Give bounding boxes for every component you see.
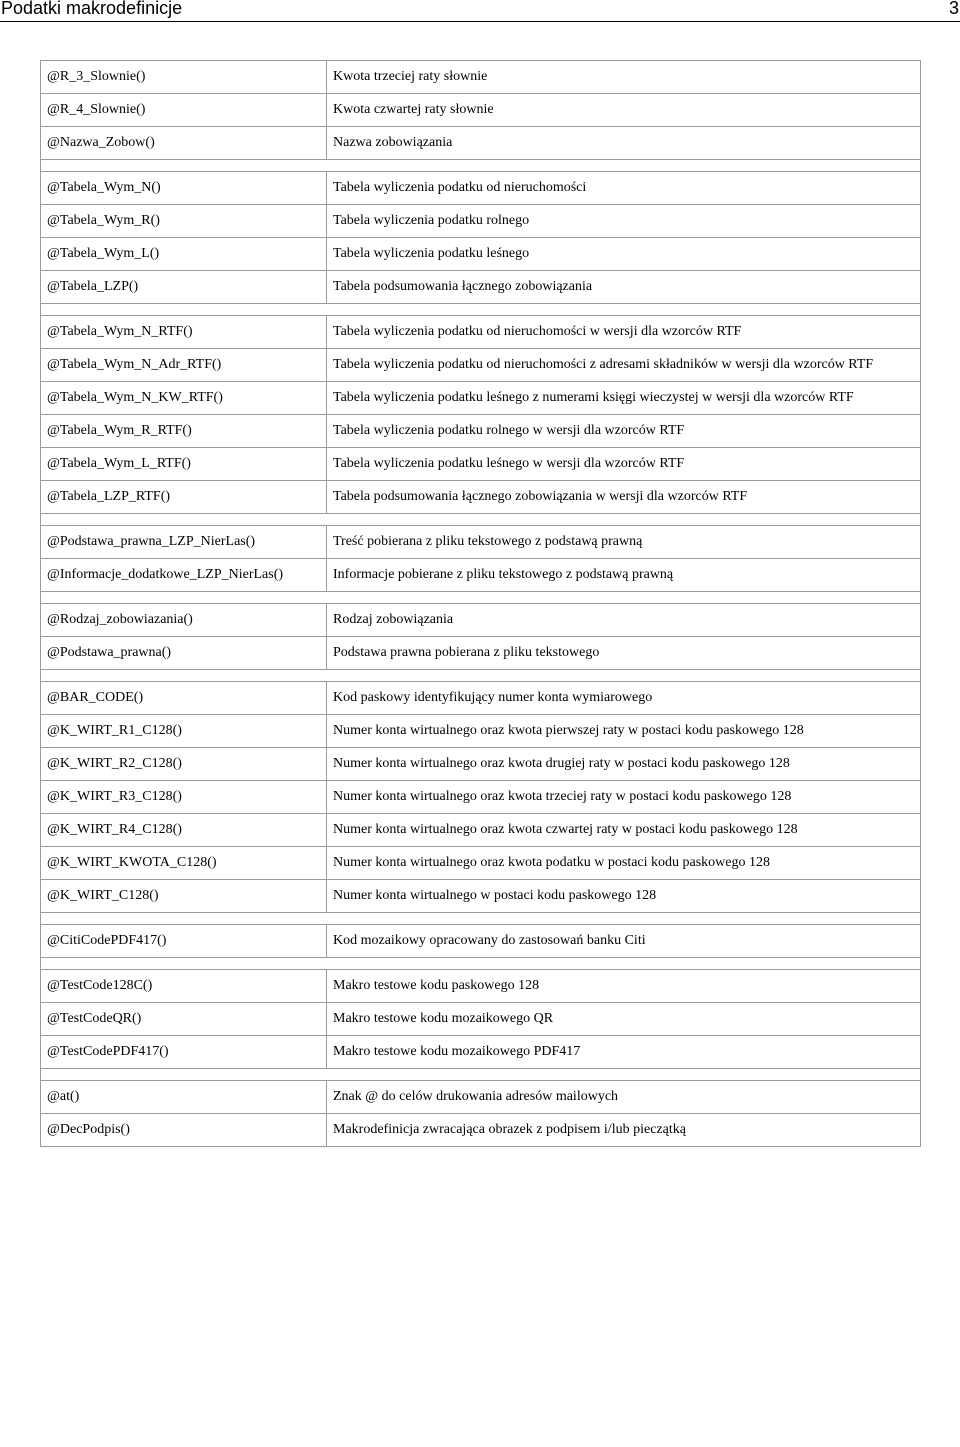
- table-row: [41, 172, 921, 205]
- table-row: [41, 715, 921, 748]
- macro-name-cell: @Nazwa_Zobow(): [41, 127, 327, 160]
- macro-name-cell: @K_WIRT_R1_C128(): [41, 715, 327, 748]
- table-row: [41, 637, 921, 670]
- macro-name-cell: @Tabela_Wym_R(): [41, 205, 327, 238]
- macro-name-cell: @Podstawa_prawna_LZP_NierLas(): [41, 526, 327, 559]
- macro-description-cell: Tabela wyliczenia podatku leśnego z numerami księgi wieczystej w wersji dla wzorców RTF: [327, 382, 921, 415]
- table-row: [41, 1081, 921, 1114]
- group-separator-cell: [41, 958, 921, 970]
- macro-name-cell: @Tabela_Wym_N_KW_RTF(): [41, 382, 327, 415]
- group-separator-cell: [41, 1069, 921, 1081]
- table-row: [41, 814, 921, 847]
- macro-name-cell: @K_WIRT_KWOTA_C128(): [41, 847, 327, 880]
- macro-description-cell: Informacje pobierane z pliku tekstowego z podstawą prawną: [327, 559, 921, 592]
- macro-description-cell: Numer konta wirtualnego oraz kwota podatku w postaci kodu paskowego 128: [327, 847, 921, 880]
- table-row: [41, 481, 921, 514]
- macro-description-cell: Nazwa zobowiązania: [327, 127, 921, 160]
- table-row: [41, 448, 921, 481]
- table-row: [41, 748, 921, 781]
- table-row: [41, 847, 921, 880]
- macro-description-cell: Tabela wyliczenia podatku leśnego w wersji dla wzorców RTF: [327, 448, 921, 481]
- macro-name-cell: @BAR_CODE(): [41, 682, 327, 715]
- macro-name-cell: @TestCodePDF417(): [41, 1036, 327, 1069]
- macro-table-body: [41, 61, 921, 1147]
- macro-description-cell: Numer konta wirtualnego oraz kwota trzeciej raty w postaci kodu paskowego 128: [327, 781, 921, 814]
- group-separator: [41, 514, 921, 526]
- macro-description-cell: Znak @ do celów drukowania adresów mailowych: [327, 1081, 921, 1114]
- macro-description-cell: Numer konta wirtualnego oraz kwota pierwszej raty w postaci kodu paskowego 128: [327, 715, 921, 748]
- macro-description-cell: Tabela wyliczenia podatku od nieruchomości z adresami składników w wersji dla wzorców RTF: [327, 349, 921, 382]
- macro-description-cell: Kwota trzeciej raty słownie: [327, 61, 921, 94]
- macro-name-cell: @Tabela_Wym_L(): [41, 238, 327, 271]
- macro-definitions-table: [40, 60, 921, 1147]
- macro-name-cell: @Podstawa_prawna(): [41, 637, 327, 670]
- group-separator: [41, 670, 921, 682]
- macro-name-cell: @Tabela_LZP(): [41, 271, 327, 304]
- table-row: [41, 1114, 921, 1147]
- table-row: [41, 970, 921, 1003]
- page-number: 3: [948, 0, 959, 18]
- macro-description-cell: Tabela wyliczenia podatku rolnego: [327, 205, 921, 238]
- table-row: [41, 316, 921, 349]
- macro-description-cell: Makrodefinicja zwracająca obrazek z podpisem i/lub pieczątką: [327, 1114, 921, 1147]
- table-row: [41, 415, 921, 448]
- macro-description-cell: Tabela podsumowania łącznego zobowiązania: [327, 271, 921, 304]
- document-title: Podatki makrodefinicje: [1, 0, 183, 18]
- macro-description-cell: Makro testowe kodu paskowego 128: [327, 970, 921, 1003]
- macro-name-cell: @R_4_Slownie(): [41, 94, 327, 127]
- group-separator-cell: [41, 913, 921, 925]
- macro-description-cell: Kod paskowy identyfikujący numer konta wymiarowego: [327, 682, 921, 715]
- table-row: [41, 526, 921, 559]
- macro-description-cell: Rodzaj zobowiązania: [327, 604, 921, 637]
- macro-name-cell: @Tabela_Wym_L_RTF(): [41, 448, 327, 481]
- macro-name-cell: @R_3_Slownie(): [41, 61, 327, 94]
- group-separator: [41, 304, 921, 316]
- table-row: [41, 94, 921, 127]
- table-row: [41, 205, 921, 238]
- table-row: [41, 1036, 921, 1069]
- macro-name-cell: @DecPodpis(): [41, 1114, 327, 1147]
- macro-name-cell: @K_WIRT_C128(): [41, 880, 327, 913]
- group-separator: [41, 160, 921, 172]
- group-separator: [41, 592, 921, 604]
- group-separator-cell: [41, 592, 921, 604]
- macro-name-cell: @TestCodeQR(): [41, 1003, 327, 1036]
- table-row: [41, 781, 921, 814]
- table-row: [41, 925, 921, 958]
- group-separator: [41, 958, 921, 970]
- macro-description-cell: Numer konta wirtualnego w postaci kodu paskowego 128: [327, 880, 921, 913]
- macro-description-cell: Tabela podsumowania łącznego zobowiązania w wersji dla wzorców RTF: [327, 481, 921, 514]
- group-separator-cell: [41, 160, 921, 172]
- table-row: [41, 604, 921, 637]
- group-separator-cell: [41, 514, 921, 526]
- group-separator: [41, 913, 921, 925]
- macro-description-cell: Podstawa prawna pobierana z pliku tekstowego: [327, 637, 921, 670]
- macro-name-cell: @K_WIRT_R4_C128(): [41, 814, 327, 847]
- table-row: [41, 382, 921, 415]
- macro-description-cell: Tabela wyliczenia podatku rolnego w wersji dla wzorców RTF: [327, 415, 921, 448]
- macro-description-cell: Tabela wyliczenia podatku od nieruchomości: [327, 172, 921, 205]
- macro-name-cell: @TestCode128C(): [41, 970, 327, 1003]
- macro-name-cell: @Informacje_dodatkowe_LZP_NierLas(): [41, 559, 327, 592]
- macro-description-cell: Numer konta wirtualnego oraz kwota czwartej raty w postaci kodu paskowego 128: [327, 814, 921, 847]
- table-row: [41, 61, 921, 94]
- page-header: [0, 0, 960, 22]
- group-separator-cell: [41, 304, 921, 316]
- macro-name-cell: @K_WIRT_R3_C128(): [41, 781, 327, 814]
- macro-name-cell: @Tabela_Wym_N(): [41, 172, 327, 205]
- macro-name-cell: @Tabela_Wym_R_RTF(): [41, 415, 327, 448]
- macro-description-cell: Makro testowe kodu mozaikowego QR: [327, 1003, 921, 1036]
- macro-name-cell: @CitiCodePDF417(): [41, 925, 327, 958]
- table-row: [41, 127, 921, 160]
- table-row: [41, 349, 921, 382]
- macro-name-cell: @at(): [41, 1081, 327, 1114]
- macro-description-cell: Tabela wyliczenia podatku od nieruchomości w wersji dla wzorców RTF: [327, 316, 921, 349]
- macro-description-cell: Tabela wyliczenia podatku leśnego: [327, 238, 921, 271]
- macro-name-cell: @Rodzaj_zobowiazania(): [41, 604, 327, 637]
- macro-description-cell: Treść pobierana z pliku tekstowego z podstawą prawną: [327, 526, 921, 559]
- group-separator-cell: [41, 670, 921, 682]
- macro-name-cell: @Tabela_Wym_N_RTF(): [41, 316, 327, 349]
- macro-description-cell: Kwota czwartej raty słownie: [327, 94, 921, 127]
- macro-description-cell: Makro testowe kodu mozaikowego PDF417: [327, 1036, 921, 1069]
- group-separator: [41, 1069, 921, 1081]
- macro-description-cell: Kod mozaikowy opracowany do zastosowań banku Citi: [327, 925, 921, 958]
- macro-description-cell: Numer konta wirtualnego oraz kwota drugiej raty w postaci kodu paskowego 128: [327, 748, 921, 781]
- macro-name-cell: @Tabela_LZP_RTF(): [41, 481, 327, 514]
- table-row: [41, 238, 921, 271]
- table-row: [41, 1003, 921, 1036]
- table-row: [41, 559, 921, 592]
- macro-name-cell: @K_WIRT_R2_C128(): [41, 748, 327, 781]
- macro-name-cell: @Tabela_Wym_N_Adr_RTF(): [41, 349, 327, 382]
- table-row: [41, 880, 921, 913]
- table-row: [41, 271, 921, 304]
- table-row: [41, 682, 921, 715]
